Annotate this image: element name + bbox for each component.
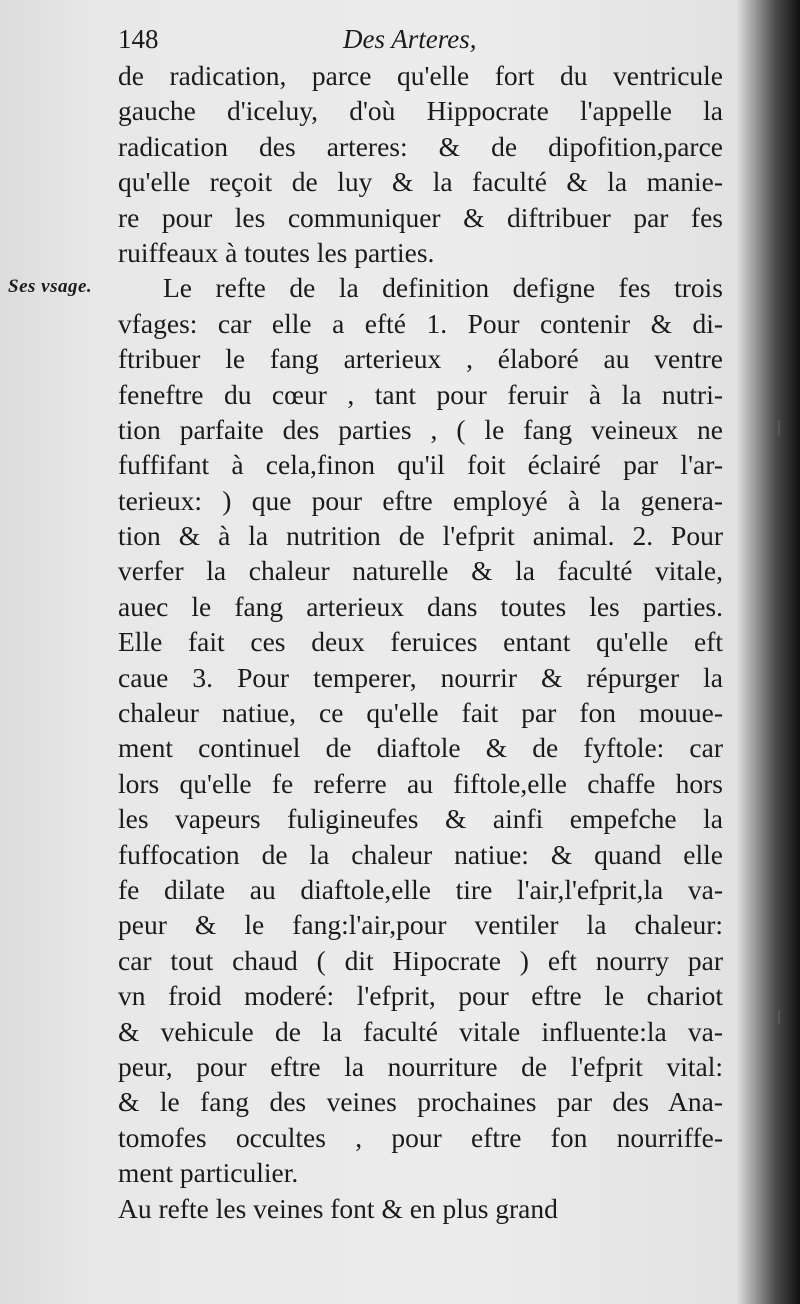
text-line: de radication, parce qu'elle fort du ventricule [118,60,723,91]
text-line: fuffifant à cela,finon qu'il foit éclairé par l'ar- [118,449,723,481]
body-text [118,58,723,1226]
text-line: & le fang des veines prochaines par des Ana- [118,1086,723,1118]
text-line: tion & à la nutrition de l'efprit animal. 2. Pour [118,520,723,552]
text-line: gauche d'iceluy, d'où Hippocrate l'appelle la [118,95,723,127]
text-line: peur, pour eftre la nourriture de l'efprit vital: [118,1050,723,1082]
page-edge-mark [778,1010,780,1024]
text-line: qu'elle reçoit de luy & la faculté & la manie- [118,166,723,198]
text-line: fe dilate au diaftole,elle tire l'air,l'efprit,la va- [118,873,723,905]
text-line: Elle fait ces deux feruices entant qu'elle eft [118,626,723,658]
text-line: feneftre du cœur , tant pour feruir à la nutri- [118,378,723,410]
text-line: ment continuel de diaftole & de fyftole: car [118,732,723,764]
margin-note: Ses vsage. [8,276,93,297]
text-line: Au refte les veines font & en plus grand [118,1192,558,1224]
text-line: terieux: ) que pour eftre employé à la genera- [118,484,723,516]
text-line: ruiffeaux à toutes les parties. [118,236,435,268]
text-line: re pour les communiquer & diftribuer par fes [118,201,723,233]
text-line: tion parfaite des parties , ( le fang veineux ne [118,413,723,445]
text-line: & vehicule de la faculté vitale influente:la va- [118,1015,723,1047]
text-line: fuffocation de la chaleur natiue: & quand elle [118,838,723,870]
text-line: lors qu'elle fe referre au fiftole,elle chaffe hors [118,767,723,799]
text-line: car tout chaud ( dit Hipocrate ) eft nourry par [118,944,723,976]
text-line: ftribuer le fang arterieux , élaboré au ventre [118,343,723,375]
page-edge-mark [778,420,780,436]
page-number: 148 [118,24,159,54]
running-title: Des Arteres, [343,24,477,54]
text-line: verfer la chaleur naturelle & la faculté vitale, [118,555,723,587]
text-line: ment particulier. [118,1157,299,1189]
text-line: vfages: car elle a efté 1. Pour contenir & di- [118,307,723,339]
text-line: vn froid moderé: l'efprit, pour eftre le chariot [118,980,723,1012]
text-line: auec le fang arterieux dans toutes les parties. [118,590,723,622]
text-line: Le refte de la definition defigne fes trois [163,272,723,304]
text-line: radication des arteres: & de dipofition,parce [118,130,723,162]
text-line: chaleur natiue, ce qu'elle fait par fon mouue- [118,697,723,729]
text-line: les vapeurs fuligineufes & ainfi empefche la [118,803,723,835]
text-line: tomofes occultes , pour eftre fon nourriffe- [118,1121,723,1153]
text-line: caue 3. Pour temperer, nourrir & répurger la [118,661,723,693]
text-line: peur & le fang:l'air,pour ventiler la chaleur: [118,909,723,941]
